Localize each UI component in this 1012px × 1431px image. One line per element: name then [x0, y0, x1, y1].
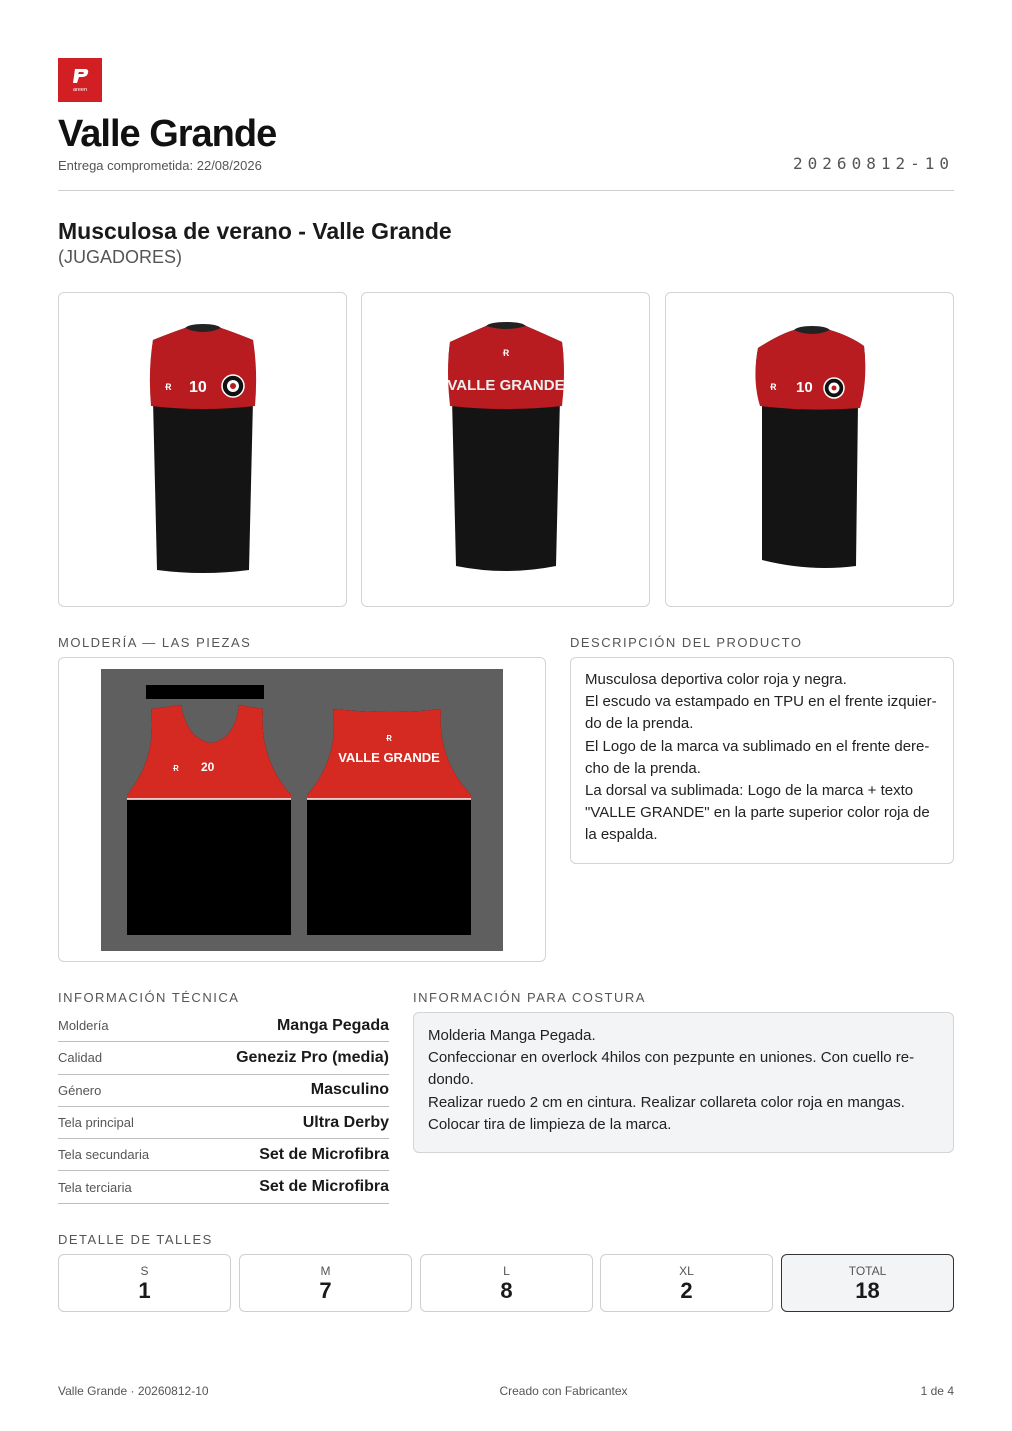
technical-row — [58, 1171, 389, 1203]
svg-text:Ɍ: Ɍ — [769, 381, 776, 392]
jersey-side-image — [740, 320, 880, 580]
description-line: Musculosa deportiva color roja y negra. — [585, 671, 847, 688]
technical-row — [58, 1107, 389, 1139]
technical-key: Moldería — [58, 1018, 109, 1034]
jersey-front-view — [58, 292, 347, 607]
size-quantity: 18 — [855, 1278, 880, 1303]
technical-value: Geneziz Pro (media) — [236, 1048, 389, 1066]
footer-page-number: 1 de 4 — [920, 1384, 954, 1398]
footer-center: Creado con Fabricantex — [499, 1384, 628, 1398]
size-label: L — [503, 1264, 510, 1278]
sewing-line: Confeccionar en overlock 4hilos con pezpunte en uniones. Con cuello re- — [428, 1049, 915, 1067]
sewing-section-label: INFORMACIÓN PARA COSTURA — [413, 990, 646, 1005]
size-label: S — [140, 1264, 149, 1278]
size-card-s — [58, 1254, 231, 1312]
sewing-line: Realizar ruedo 2 cm en cintura. Realizar collareta color roja en mangas. — [428, 1093, 905, 1111]
sewing-line: dondo. — [428, 1071, 474, 1089]
size-card-l — [420, 1254, 593, 1312]
technical-key: Género — [58, 1082, 102, 1098]
pattern-card — [58, 657, 546, 962]
svg-text:VALLE GRANDE: VALLE GRANDE — [446, 376, 565, 394]
size-card-m — [239, 1254, 412, 1312]
technical-key: Tela terciaria — [58, 1179, 132, 1195]
pattern-image — [101, 669, 503, 951]
footer-left: Valle Grande · 20260812-10 — [58, 1384, 209, 1398]
technical-key: Tela principal — [58, 1115, 134, 1131]
sewing-card — [413, 1012, 954, 1153]
product-name: Musculosa de verano - Valle Grande — [58, 218, 452, 244]
technical-row — [58, 1042, 389, 1074]
sewing-line: Molderia Manga Pegada. — [428, 1027, 596, 1044]
pattern-pieces — [101, 669, 503, 951]
jersey-back-image — [436, 320, 576, 580]
technical-key: Tela secundaria — [58, 1147, 150, 1163]
description-line: La dorsal va sublimada: Logo de la marca + texto — [585, 782, 914, 800]
description-line: cho de la prenda. — [585, 759, 701, 777]
order-code: 20260812-10 — [793, 154, 954, 173]
size-quantity: 8 — [500, 1278, 513, 1303]
technical-value: Manga Pegada — [276, 1016, 389, 1034]
technical-value: Set de Microfibra — [259, 1178, 389, 1196]
svg-text:Ɍ: Ɍ — [164, 381, 171, 392]
description-line: El escudo va estampado en TPU en el frente izquier- — [585, 693, 937, 711]
technical-row — [58, 1010, 389, 1042]
technical-row — [58, 1075, 389, 1107]
size-card-xl — [600, 1254, 773, 1312]
header-divider — [58, 190, 954, 191]
brand-logo — [58, 58, 102, 102]
svg-text:20: 20 — [201, 760, 215, 774]
technical-table — [58, 1010, 389, 1204]
size-quantity: 7 — [319, 1278, 332, 1303]
svg-text:10: 10 — [795, 378, 813, 396]
description-line: do de la prenda. — [585, 715, 694, 733]
jersey-back-view — [361, 292, 650, 607]
svg-text:Ɍ: Ɍ — [386, 734, 392, 743]
svg-text:10: 10 — [188, 378, 207, 396]
size-quantity: 2 — [680, 1278, 693, 1303]
technical-row — [58, 1139, 389, 1171]
description-line: la espalda. — [585, 826, 658, 844]
technical-section-label: INFORMACIÓN TÉCNICA — [58, 990, 240, 1005]
product-category: (JUGADORES) — [58, 247, 183, 267]
size-quantity: 1 — [138, 1278, 151, 1303]
page-title: Valle Grande — [58, 113, 277, 155]
svg-text:VALLE GRANDE: VALLE GRANDE — [338, 750, 440, 765]
description-line: "VALLE GRANDE" en la parte superior color roja de — [585, 804, 930, 822]
brand-logo-icon — [65, 65, 95, 95]
sizes-section-label: DETALLE DE TALLES — [58, 1232, 213, 1247]
pattern-section-label: MOLDERÍA — LAS PIEZAS — [58, 635, 252, 650]
technical-value: Masculino — [310, 1081, 389, 1099]
svg-text:Ɍ: Ɍ — [173, 764, 179, 773]
size-card-total — [781, 1254, 954, 1312]
size-label: M — [320, 1264, 331, 1278]
size-label: TOTAL — [848, 1264, 887, 1278]
description-line: El Logo de la marca va sublimado en el frente dere- — [585, 737, 930, 755]
delivery-date: Entrega comprometida: 22/08/2026 — [58, 158, 262, 173]
svg-text:Ɍ: Ɍ — [502, 347, 509, 358]
jersey-side-view — [665, 292, 954, 607]
description-card — [570, 657, 954, 864]
jersey-front-image — [133, 320, 273, 580]
description-section-label: DESCRIPCIÓN DEL PRODUCTO — [570, 635, 803, 650]
sewing-line: Colocar tira de limpieza de la marca. — [428, 1115, 672, 1133]
svg-text:areen: areen — [72, 87, 88, 93]
technical-key: Calidad — [58, 1050, 103, 1066]
technical-value: Set de Microfibra — [259, 1145, 389, 1163]
technical-value: Ultra Derby — [302, 1113, 389, 1131]
size-label: XL — [679, 1264, 694, 1278]
